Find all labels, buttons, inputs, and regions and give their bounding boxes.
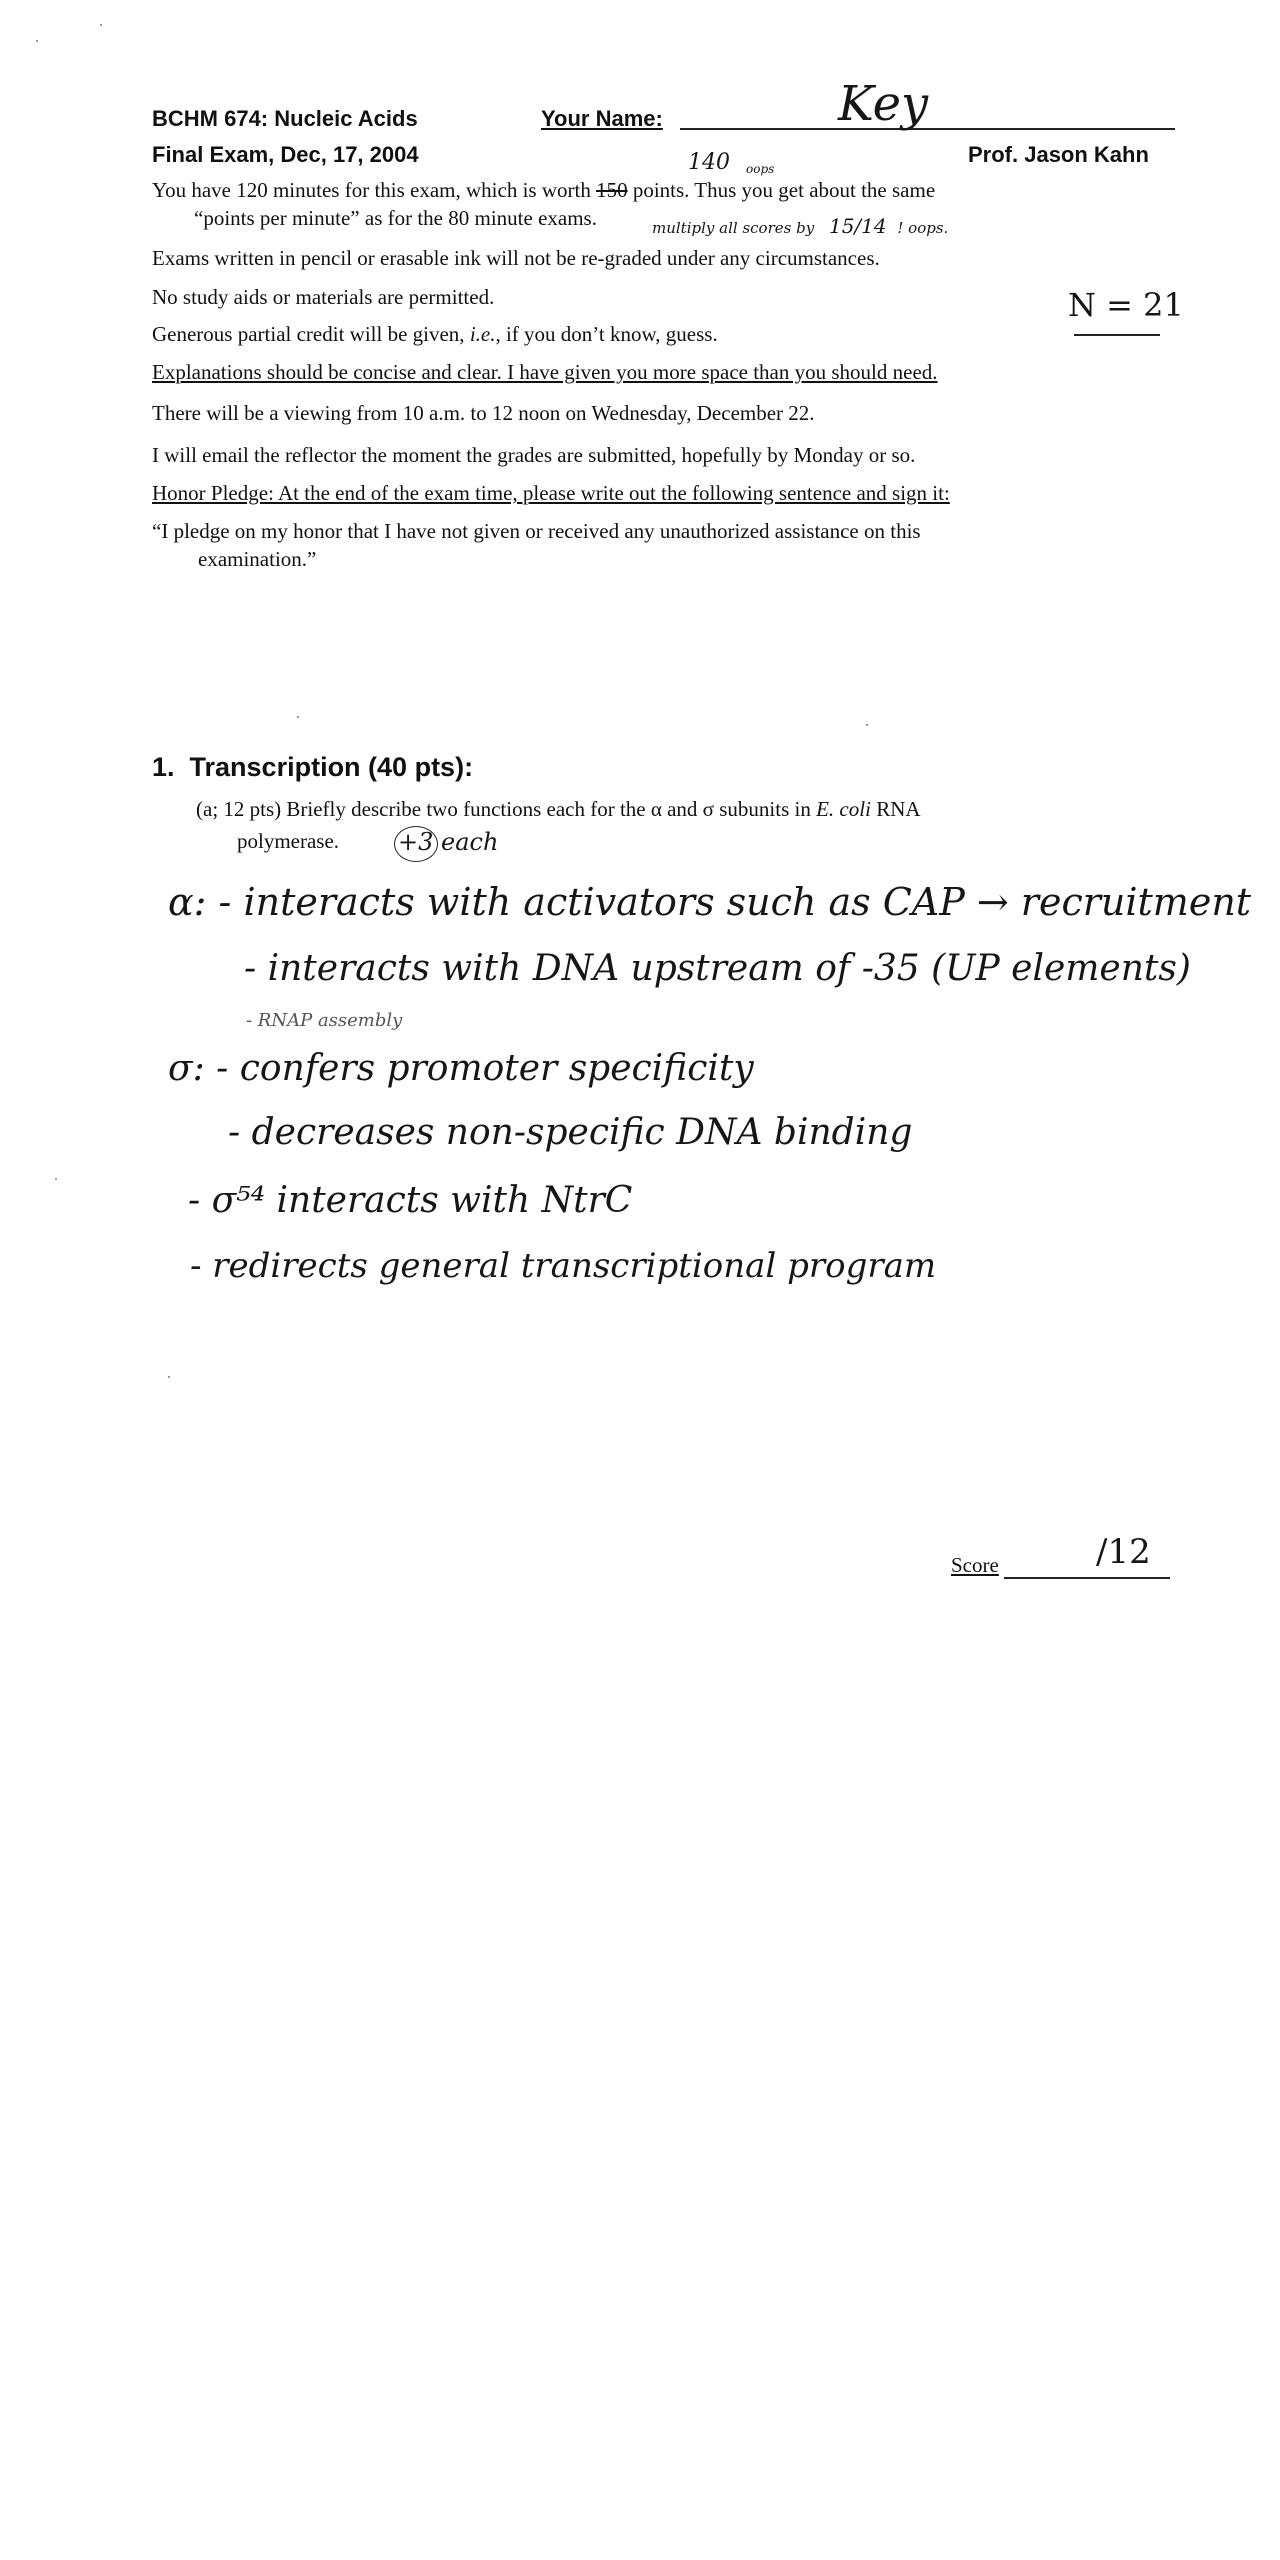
answer-alpha-3: - RNAP assembly (246, 1010, 403, 1031)
professor-name: Prof. Jason Kahn (968, 142, 1149, 167)
scan-speck (168, 1376, 170, 1378)
credit-text-b: , if you don’t know, guess. (495, 322, 718, 346)
each-note-circle (394, 826, 438, 862)
scan-speck (100, 24, 102, 26)
viewing-info: There will be a viewing from 10 a.m. to 12 noon on Wednesday, December 22. (152, 401, 815, 425)
time-line (152, 178, 935, 203)
name-label: Your Name: (541, 106, 663, 131)
ecoli-text: E. coli (816, 797, 871, 821)
oops-note-2: ! oops. (897, 219, 949, 237)
scan-speck (297, 716, 299, 718)
scan-speck (55, 1178, 57, 1180)
points-struck: 150 (596, 178, 628, 202)
answer-sigma-4: - redirects general transcriptional program (190, 1246, 937, 1286)
oops-note-1: oops (746, 162, 775, 176)
credit-ie: i.e. (469, 322, 496, 346)
credit-text-a: Generous partial credit will be given, (152, 322, 470, 346)
score-line (1004, 1577, 1170, 1579)
n-count: N = 21 (1068, 286, 1184, 324)
aids-rule: No study aids or materials are permitted. (152, 285, 495, 309)
pledge-text-2: examination.” (198, 547, 317, 571)
name-value: Key (838, 76, 929, 132)
question-1-title: 1. Transcription (40 pts): (152, 752, 474, 782)
multiply-factor: 15/14 (828, 214, 887, 238)
multiply-note (652, 214, 948, 238)
n-count-underline (1074, 334, 1160, 336)
question-1a-text-2: RNA (870, 797, 921, 821)
score-label: Score (951, 1553, 999, 1577)
answer-alpha-2: - interacts with DNA upstream of -35 (UP elements) (244, 948, 1191, 989)
exam-title: Final Exam, Dec, 17, 2004 (152, 142, 419, 167)
time-text-a: You have 120 minutes for this exam, which is worth (152, 178, 591, 202)
scan-speck (866, 724, 868, 726)
answer-sigma-2: - decreases non-specific DNA binding (228, 1112, 913, 1153)
concise-rule: Explanations should be concise and clear. I have given you more space than you should need. (152, 360, 938, 384)
scan-speck (36, 40, 38, 42)
points-per-minute: “points per minute” as for the 80 minute exams. (194, 206, 597, 230)
time-text-b: points. Thus you get about the same (632, 178, 936, 202)
pledge-text-1: “I pledge on my honor that I have not given or received any unauthorized assistance on this (152, 519, 921, 543)
multiply-text: multiply all scores by (652, 219, 815, 237)
question-1a-text-3: polymerase. (237, 829, 340, 853)
points-new: 140 (688, 150, 730, 175)
ink-rule: Exams written in pencil or erasable ink will not be re-graded under any circumstances. (152, 246, 880, 270)
question-1a-text-1: (a; 12 pts) Briefly describe two functions each for the α and σ subunits in (196, 797, 817, 821)
score-value: /12 (1096, 1532, 1151, 1572)
answer-sigma-3: - σ⁵⁴ interacts with NtrC (188, 1180, 633, 1221)
answer-alpha-1: α: - interacts with activators such as CAP → recruitment (168, 880, 1252, 924)
each-note: +3 each (398, 828, 499, 856)
email-info: I will email the reflector the moment the grades are submitted, hopefully by Monday or so. (152, 443, 916, 467)
question-1a-text (196, 797, 921, 822)
answer-sigma-1: σ: - confers promoter specificity (168, 1048, 754, 1089)
honor-pledge-title: Honor Pledge: At the end of the exam time, please write out the following sentence and sign it: (152, 481, 950, 505)
course-title: BCHM 674: Nucleic Acids (152, 106, 418, 131)
credit-rule (152, 322, 718, 347)
